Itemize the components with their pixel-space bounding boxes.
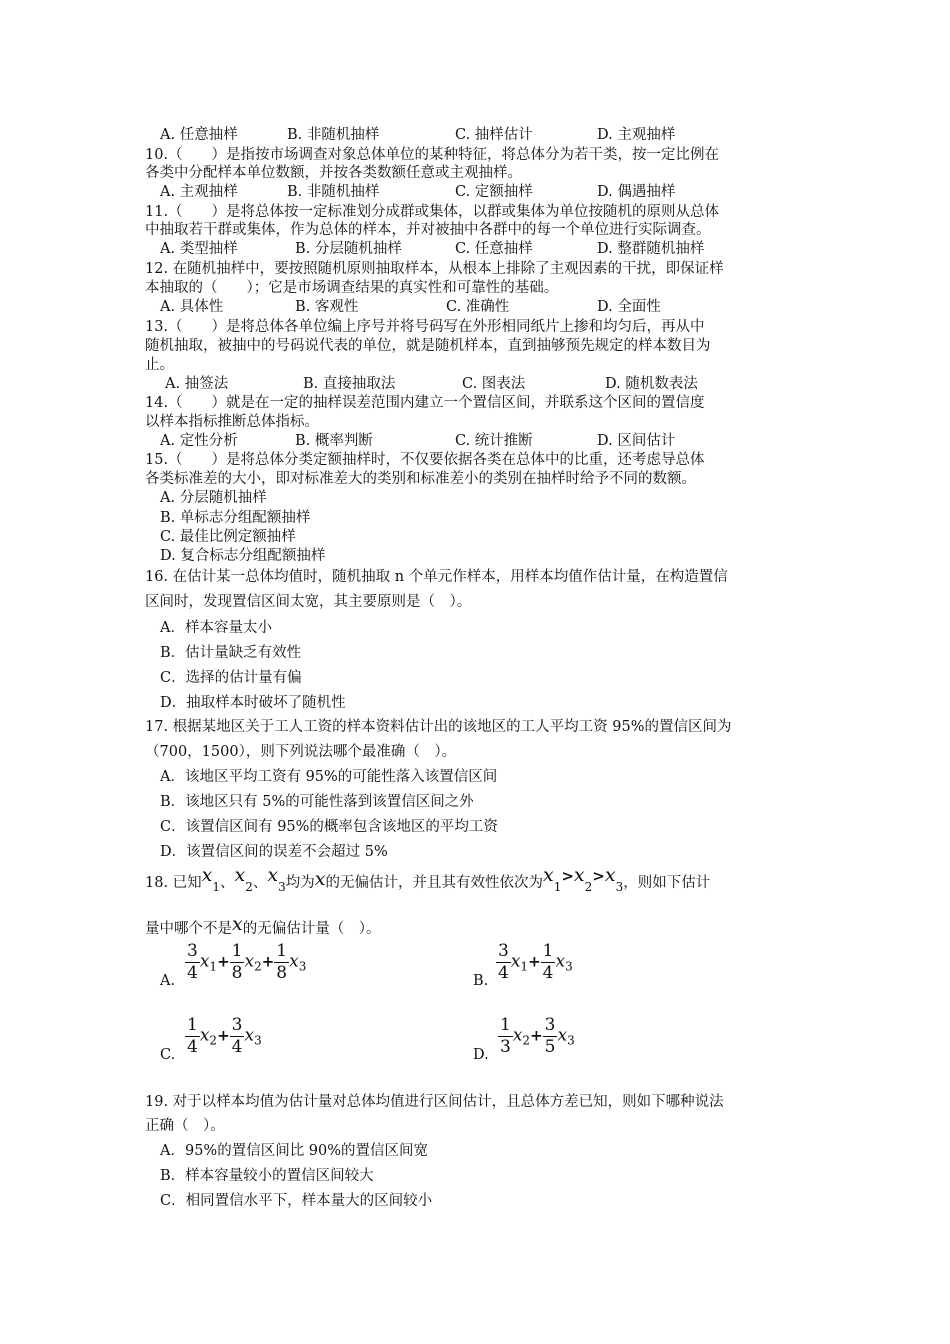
q12-option-b: B. 客观性 <box>295 299 359 315</box>
q18-option-a-formula: $\frac{3}{4}$ $x_1+$ $\frac{1}{8}$ $x_2+$ $\frac{1}{8}$ $x_3$ <box>187 941 307 983</box>
q10-line-1: 10.（ ）是指按市场调查对象总体单位的某种特征，将总体分为若干类，按一定比例在 <box>145 147 720 163</box>
q16-option-d: D．抽取样本时破坏了随机性 <box>160 695 346 711</box>
q11-option-c: C. 任意抽样 <box>455 241 533 257</box>
q14-line-2: 以样本指标推断总体指标。 <box>145 414 319 430</box>
q14-option-b: B. 概率判断 <box>295 433 373 449</box>
q18-option-c-label: C. <box>160 1047 176 1063</box>
q18-line2a: 量中哪个不是 <box>145 921 232 937</box>
q17-line-1: 17. 根据某地区关于工人工资的样本资料估计出的该地区的工人平均工资 95%的置信区间为 <box>145 719 732 735</box>
q12-line-1: 12. 在随机抽样中，要按照随机原则抽取样本，从根本上排除了主观因素的干扰，即保证样 <box>145 261 724 277</box>
q9-option-c: C. 抽样估计 <box>455 127 533 143</box>
q16-option-b: B．估计量缺乏有效性 <box>160 645 302 661</box>
q18-option-b-formula: $\frac{3}{4}$ $x_1+$ $\frac{1}{4}$ $x_3$ <box>498 941 573 983</box>
q11-option-a: A. 类型抽样 <box>160 241 238 257</box>
q14-line-1: 14.（ ）就是在一定的抽样误差范围内建立一个置信区间，并联系这个区间的置信度 <box>145 395 705 411</box>
q10-option-c: C. 定额抽样 <box>455 184 533 200</box>
q18-sep-2: 、 <box>252 875 268 891</box>
q18-line2b: 的无偏估计量（ ）。 <box>242 921 381 937</box>
q18-option-c-formula: $\frac{1}{4}$ $x_2+$ $\frac{3}{4}$ $x_3$ <box>187 1015 262 1057</box>
q15-option-c: C. 最佳比例定额抽样 <box>160 529 296 545</box>
q18-line-2: 量中哪个不是x的无偏估计量（ ）。 <box>145 913 381 937</box>
q13-option-c: C. 图表法 <box>462 376 526 392</box>
q15-option-b: B. 单标志分组配额抽样 <box>160 510 311 526</box>
q10-option-d: D. 偶遇抽样 <box>597 184 676 200</box>
q16-option-c: C．选择的估计量有偏 <box>160 670 302 686</box>
q19-line-1: 19. 对于以样本均值为估计量对总体均值进行区间估计，且总体方差已知，则如下哪种说法 <box>145 1094 724 1110</box>
q15-option-d: D. 复合标志分组配额抽样 <box>160 548 326 564</box>
q17-option-c: C．该置信区间有 95%的概率包含该地区的平均工资 <box>160 819 498 835</box>
q10-option-b: B. 非随机抽样 <box>287 184 380 200</box>
q17-option-a: A．该地区平均工资有 95%的可能性落入该置信区间 <box>160 769 498 785</box>
q18-mid-4: 的无偏估计，并且其有效性依次为 <box>325 875 543 891</box>
q15-line-2: 各类标准差的大小，即对标准差大的类别和标准差小的类别在抽样时给予不同的数额。 <box>145 471 696 487</box>
q9-option-d: D. 主观抽样 <box>597 127 676 143</box>
q15-option-a: A. 分层随机抽样 <box>160 490 267 506</box>
q16-line-1: 16. 在估计某一总体均值时，随机抽取 n 个单元作样本，用样本均值作估计量，在构造置信 <box>145 569 728 585</box>
q18-prefix: 18. 已知 <box>145 875 202 891</box>
q13-line-1: 13.（ ）是将总体各单位编上序号并将号码写在外形相同纸片上掺和均匀后，再从中 <box>145 319 705 335</box>
q12-option-d: D. 全面性 <box>597 299 661 315</box>
q14-option-d: D. 区间估计 <box>597 433 676 449</box>
q14-option-c: C. 统计推断 <box>455 433 533 449</box>
q18-option-d-formula: $\frac{1}{3}$ $x_2+$ $\frac{3}{5}$ $x_3$ <box>500 1015 575 1057</box>
q10-option-a: A. 主观抽样 <box>160 184 238 200</box>
q11-option-b: B. 分层随机抽样 <box>295 241 402 257</box>
q13-option-d: D. 随机数表法 <box>605 376 698 392</box>
q14-option-a: A. 定性分析 <box>160 433 238 449</box>
q19-option-c: C．相同置信水平下，样本量大的区间较小 <box>160 1193 433 1209</box>
q18-mid-3: 均为 <box>285 875 315 891</box>
q9-option-b: B. 非随机抽样 <box>287 127 380 143</box>
q19-option-b: B．样本容量较小的置信区间较大 <box>160 1168 374 1184</box>
q10-line-2: 各类中分配样本单位数额，并按各类数额任意或主观抽样。 <box>145 165 522 181</box>
q17-option-d: D．该置信区间的误差不会超过 5% <box>160 844 388 860</box>
q12-option-a: A. 具体性 <box>160 299 224 315</box>
q16-option-a: A．样本容量太小 <box>160 620 272 636</box>
q15-line-1: 15.（ ）是将总体分类定额抽样时，不仅要依据各类在总体中的比重，还考虑导总体 <box>145 452 705 468</box>
q18-option-b-label: B. <box>473 973 489 989</box>
q12-line-2: 本抽取的（ ）；它是市场调查结果的真实性和可靠性的基础。 <box>145 280 559 296</box>
q18-option-d-label: D. <box>473 1047 489 1063</box>
q11-option-d: D. 整群随机抽样 <box>597 241 705 257</box>
q18-sep-1: 、 <box>220 875 235 891</box>
q13-line-2: 随机抽取，被抽中的号码说代表的单位，就是随机样本，直到抽够预先规定的样本数目为 <box>145 338 711 354</box>
q19-option-a: A．95%的置信区间比 90%的置信区间宽 <box>160 1143 429 1159</box>
q17-option-b: B．该地区只有 5%的可能性落到该置信区间之外 <box>160 794 474 810</box>
q18-suffix: ，则如下估计 <box>623 875 711 891</box>
q13-option-b: B. 直接抽取法 <box>303 376 396 392</box>
q11-line-1: 11.（ ）是将总体按一定标准划分成群或集体，以群或集体为单位按随机的原则从总体 <box>145 204 720 220</box>
q19-line-2: 正确（ ）。 <box>145 1118 225 1134</box>
q16-line-2: 区间时，发现置信区间太宽，其主要原则是（ ）。 <box>145 594 472 610</box>
q17-line-2: （700，1500），则下列说法哪个最准确（ ）。 <box>145 744 457 760</box>
q18-line-1: 18. 已知$x_1$、$x_2$、$x_3$均为x的无偏估计，并且其有效性依次为$x_1>x_2>x_3$，则如下估计 <box>145 864 711 894</box>
q13-option-a: A. 抽签法 <box>165 376 229 392</box>
q9-option-a: A. 任意抽样 <box>160 127 238 143</box>
q13-line-3: 止。 <box>145 357 174 373</box>
q11-line-2: 中抽取若干群或集体，作为总体的样本，并对被抽中各群中的每一个单位进行实际调查。 <box>145 222 711 238</box>
q18-option-a-label: A. <box>160 973 176 989</box>
q12-option-c: C. 准确性 <box>446 299 510 315</box>
